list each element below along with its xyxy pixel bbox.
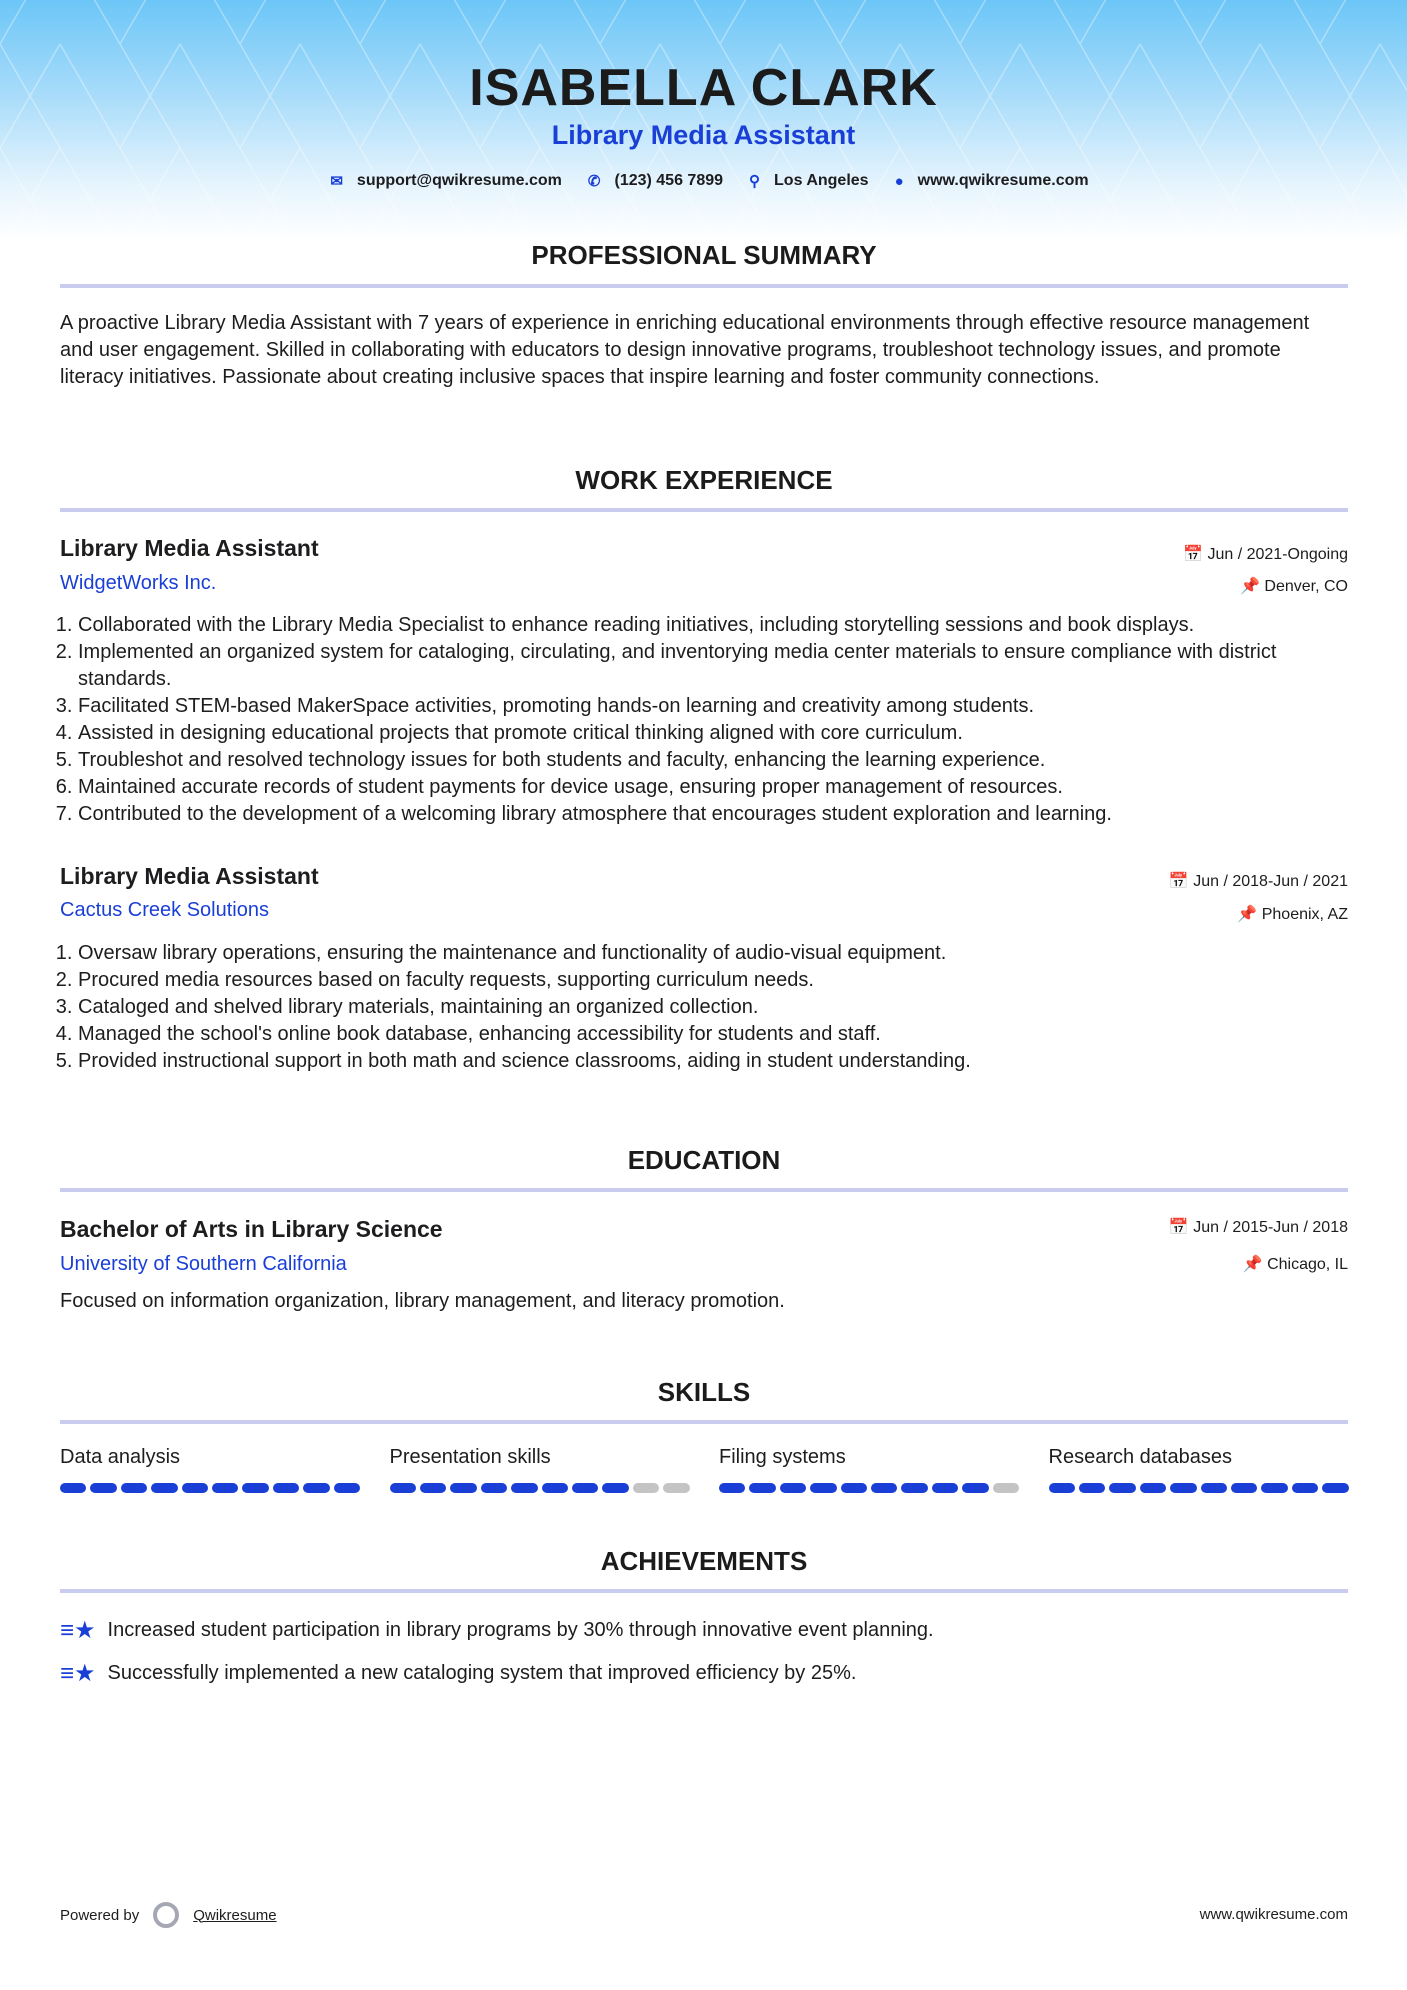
contact-bar bbox=[0, 172, 1407, 190]
qwikresume-link[interactable]: Qwikresume bbox=[193, 1906, 277, 1924]
bullet: 3. Cataloged and shelved library materials, maintaining an organized collection. bbox=[78, 994, 1350, 1021]
skill-segment bbox=[303, 1483, 329, 1493]
skill-segment bbox=[633, 1483, 659, 1493]
skill-segment bbox=[1140, 1483, 1166, 1493]
calendar-icon: 📅 bbox=[1168, 873, 1194, 890]
pin-icon: 📌 bbox=[1240, 578, 1265, 595]
degree-title: Bachelor of Arts in Library Science bbox=[60, 1216, 443, 1242]
company-name: WidgetWorks Inc. bbox=[60, 572, 217, 594]
skill-segment bbox=[1322, 1483, 1348, 1493]
bullet: 2. Procured media resources based on faculty requests, supporting curriculum needs. bbox=[78, 967, 1350, 994]
skill-level-bar bbox=[1049, 1483, 1349, 1493]
globe-icon: ● bbox=[894, 172, 904, 190]
divider bbox=[60, 508, 1348, 512]
job-title: Library Media Assistant bbox=[60, 535, 319, 561]
job-date: 📅 Jun / 2021-Ongoing bbox=[1183, 546, 1348, 563]
skill-segment bbox=[90, 1483, 116, 1493]
skill-level-bar bbox=[719, 1483, 1019, 1493]
email-link[interactable]: support@qwikresume.com bbox=[356, 172, 562, 189]
summary-text: A proactive Library Media Assistant with 7 years of experience in enriching educational environments through effective resource management and user engagement. Skilled in collaborating with educators to design innovative programs, troubleshoot technology issues, and promote literacy initiatives. Passionate about creating inclusive spaces that inspire learning and foster community connections. bbox=[60, 312, 1310, 388]
skill-segment bbox=[810, 1483, 836, 1493]
skill-segment bbox=[749, 1483, 775, 1493]
achievement-item: ≡★ Successfully implemented a new cataloging system that improved efficiency by 25%. bbox=[60, 1660, 857, 1687]
skill-segment bbox=[334, 1483, 360, 1493]
skill-segment bbox=[1170, 1483, 1196, 1493]
skill-level-bar bbox=[60, 1483, 360, 1493]
candidate-title: Library Media Assistant bbox=[551, 120, 856, 150]
section-heading-skills: SKILLS bbox=[657, 1377, 751, 1407]
divider bbox=[60, 284, 1348, 288]
skill-segment bbox=[1201, 1483, 1227, 1493]
bullet: 3. Facilitated STEM-based MakerSpace activities, promoting hands-on learning and creativity among students. bbox=[78, 693, 1350, 720]
skill-segment bbox=[602, 1483, 628, 1493]
website-link[interactable]: www.qwikresume.com bbox=[917, 172, 1089, 189]
job-date: 📅 Jun / 2018-Jun / 2021 bbox=[1168, 873, 1348, 890]
skill-segment bbox=[663, 1483, 689, 1493]
location-text: Los Angeles bbox=[774, 172, 869, 189]
skill-name: Filing systems bbox=[719, 1446, 846, 1468]
powered-by-label: Powered by bbox=[60, 1906, 140, 1924]
skill-item bbox=[390, 1446, 690, 1493]
bullet: 7. Contributed to the development of a welcoming library atmosphere that encourages student exploration and learning. bbox=[78, 801, 1350, 828]
bullet: 4. Assisted in designing educational projects that promote critical thinking aligned with core curriculum. bbox=[78, 720, 1350, 747]
skill-segment bbox=[450, 1483, 476, 1493]
skill-item bbox=[60, 1446, 360, 1493]
achievement-item: ≡★ Increased student participation in library programs by 30% through innovative event planning. bbox=[60, 1617, 934, 1644]
skill-segment bbox=[1231, 1483, 1257, 1493]
skill-segment bbox=[962, 1483, 988, 1493]
skill-segment bbox=[542, 1483, 568, 1493]
skill-segment bbox=[182, 1483, 208, 1493]
bullet: 1. Oversaw library operations, ensuring the maintenance and functionality of audio-visual equipment. bbox=[78, 940, 1350, 967]
pin-icon: 📌 bbox=[1242, 1256, 1268, 1273]
skill-segment bbox=[151, 1483, 177, 1493]
skill-segment bbox=[511, 1483, 537, 1493]
bullet: 6. Maintained accurate records of student payments for device usage, ensuring proper management of resources. bbox=[78, 774, 1350, 801]
pin-icon: 📌 bbox=[1237, 906, 1262, 923]
star-icon: ≡★ bbox=[60, 1660, 96, 1687]
skill-segment bbox=[871, 1483, 897, 1493]
skill-segment bbox=[390, 1483, 416, 1493]
divider bbox=[60, 1420, 1348, 1424]
education-location: 📌 Chicago, IL bbox=[1242, 1256, 1348, 1273]
skill-segment bbox=[481, 1483, 507, 1493]
job-bullets bbox=[60, 612, 1350, 828]
skill-segment bbox=[1261, 1483, 1287, 1493]
skill-segment bbox=[993, 1483, 1019, 1493]
school-name: University of Southern California bbox=[60, 1253, 347, 1275]
bullet: 1. Collaborated with the Library Media Specialist to enhance reading initiatives, including storytelling sessions and book displays. bbox=[78, 612, 1350, 639]
education-description: Focused on information organization, library management, and literacy promotion. bbox=[60, 1290, 785, 1312]
bullet: 2. Implemented an organized system for cataloging, circulating, and inventorying media center materials to ensure compliance with district standards. bbox=[78, 639, 1350, 693]
skill-segment bbox=[932, 1483, 958, 1493]
location-pin-icon: ⚲ bbox=[749, 173, 761, 190]
bullet: 5. Provided instructional support in both math and science classrooms, aiding in student understanding. bbox=[78, 1048, 1350, 1075]
skill-item bbox=[1049, 1446, 1349, 1493]
company-name: Cactus Creek Solutions bbox=[60, 899, 269, 921]
section-heading-summary: PROFESSIONAL SUMMARY bbox=[531, 240, 877, 270]
skill-segment bbox=[1109, 1483, 1135, 1493]
job-title: Library Media Assistant bbox=[60, 863, 319, 889]
job-location: 📌 Denver, CO bbox=[1240, 578, 1348, 595]
footer-powered bbox=[60, 1902, 277, 1928]
skill-segment bbox=[1079, 1483, 1105, 1493]
skill-name: Research databases bbox=[1048, 1446, 1232, 1468]
calendar-icon: 📅 bbox=[1168, 1219, 1194, 1236]
section-heading-achievements: ACHIEVEMENTS bbox=[600, 1546, 808, 1576]
skill-segment bbox=[242, 1483, 268, 1493]
skill-name: Data analysis bbox=[60, 1446, 181, 1468]
skill-segment bbox=[121, 1483, 147, 1493]
skill-name: Presentation skills bbox=[389, 1446, 551, 1468]
skill-segment bbox=[1049, 1483, 1075, 1493]
skill-segment bbox=[1292, 1483, 1318, 1493]
divider bbox=[60, 1188, 1348, 1192]
skill-segment bbox=[60, 1483, 86, 1493]
skill-segment bbox=[273, 1483, 299, 1493]
section-heading-experience: WORK EXPERIENCE bbox=[575, 465, 833, 495]
skill-segment bbox=[572, 1483, 598, 1493]
divider bbox=[60, 1589, 1348, 1593]
bullet: 4. Managed the school's online book database, enhancing accessibility for students and staff. bbox=[78, 1021, 1350, 1048]
education-date: 📅 Jun / 2015-Jun / 2018 bbox=[1168, 1219, 1348, 1236]
skill-segment bbox=[719, 1483, 745, 1493]
skill-level-bar bbox=[390, 1483, 690, 1493]
footer-website[interactable]: www.qwikresume.com bbox=[1199, 1906, 1348, 1923]
phone-icon: ✆ bbox=[587, 173, 601, 190]
email-icon: ✉ bbox=[330, 173, 343, 190]
skill-segment bbox=[212, 1483, 238, 1493]
qwikresume-logo-icon bbox=[153, 1902, 179, 1928]
skill-segment bbox=[841, 1483, 867, 1493]
star-icon: ≡★ bbox=[60, 1617, 96, 1644]
job-bullets bbox=[60, 940, 1350, 1075]
candidate-name: ISABELLA CLARK bbox=[469, 59, 938, 117]
skill-item bbox=[719, 1446, 1019, 1493]
section-heading-education: EDUCATION bbox=[627, 1145, 781, 1175]
skill-segment bbox=[901, 1483, 927, 1493]
skill-segment bbox=[780, 1483, 806, 1493]
skill-segment bbox=[420, 1483, 446, 1493]
bullet: 5. Troubleshot and resolved technology issues for both students and faculty, enhancing the learning experience. bbox=[78, 747, 1350, 774]
phone-text: (123) 456 7899 bbox=[614, 172, 724, 189]
calendar-icon: 📅 bbox=[1183, 546, 1208, 563]
job-location: 📌 Phoenix, AZ bbox=[1237, 906, 1348, 923]
